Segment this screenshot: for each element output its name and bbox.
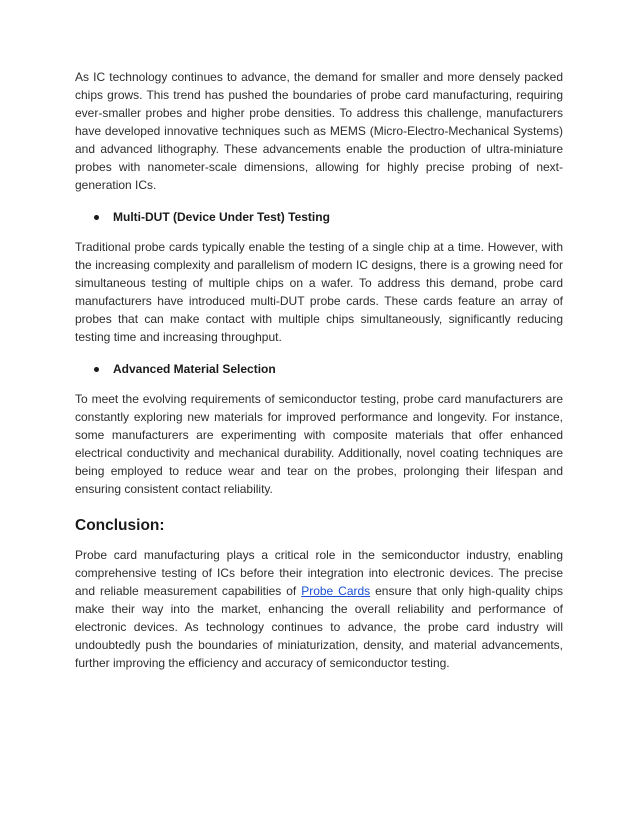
materials-paragraph: To meet the evolving requirements of semiconductor testing, probe card manufacturers are constantly exploring new materials for improved performance and longevity. For instance, some manufacturers are experimenting with composite materials that offer enhanced electrical conductivity and mechanical durability. Additionally, novel coating techniques are being employed to reduce wear and tear on the probes, prolonging their lifespan and ensuring consistent contact reliability. [75, 392, 563, 496]
bullet-multi-dut [75, 208, 563, 226]
bullet-multi-dut-label: Multi-DUT (Device Under Test) Testing [113, 210, 330, 224]
intro-paragraph: As IC technology continues to advance, the demand for smaller and more densely packed chips grows. This trend has pushed the boundaries of probe card manufacturing, requiring ever-smaller probes and higher probe densities. To address this challenge, manufacturers have developed innovative techniques such as MEMS (Micro-Electro-Mechanical Systems) and advanced lithography. These advancements enable the production of ultra-miniature probes with nanometer-scale dimensions, allowing for highly precise probing of next-generation ICs. [75, 70, 563, 192]
probe-cards-link[interactable]: Probe Cards [301, 584, 371, 598]
conclusion-paragraph [75, 546, 563, 672]
conclusion-text-after: ensure that only high-quality chips make their way into the market, enhancing the overall reliability and performance of electronic devices. As technology continues to advance, the probe card industry will undoubtedly push the boundaries of miniaturization, density, and material advancements, further improving the efficiency and accuracy of semiconductor testing. [75, 584, 564, 670]
bullet-dot-icon [94, 215, 99, 220]
document-page [75, 68, 563, 672]
bullet-advanced-material [75, 360, 563, 378]
conclusion-text-before: Probe card manufacturing plays a critical role in the semiconductor industry, enabling comprehensive testing of ICs before their integration into electronic devices. The precise and reliable measurement capabilities of [75, 548, 563, 598]
multi-dut-paragraph: Traditional probe cards typically enable the testing of a single chip at a time. However, with the increasing complexity and parallelism of modern IC designs, there is a growing need for simultaneous testing of multiple chips on a wafer. To address this demand, probe card manufacturers have introduced multi-DUT probe cards. These cards feature an array of probes that can make contact with multiple chips simultaneously, significantly reducing testing time and increasing throughput. [75, 240, 563, 344]
bullet-dot-icon [94, 367, 99, 372]
conclusion-heading: Conclusion: [75, 517, 165, 534]
bullet-advanced-material-label: Advanced Material Selection [113, 362, 276, 376]
